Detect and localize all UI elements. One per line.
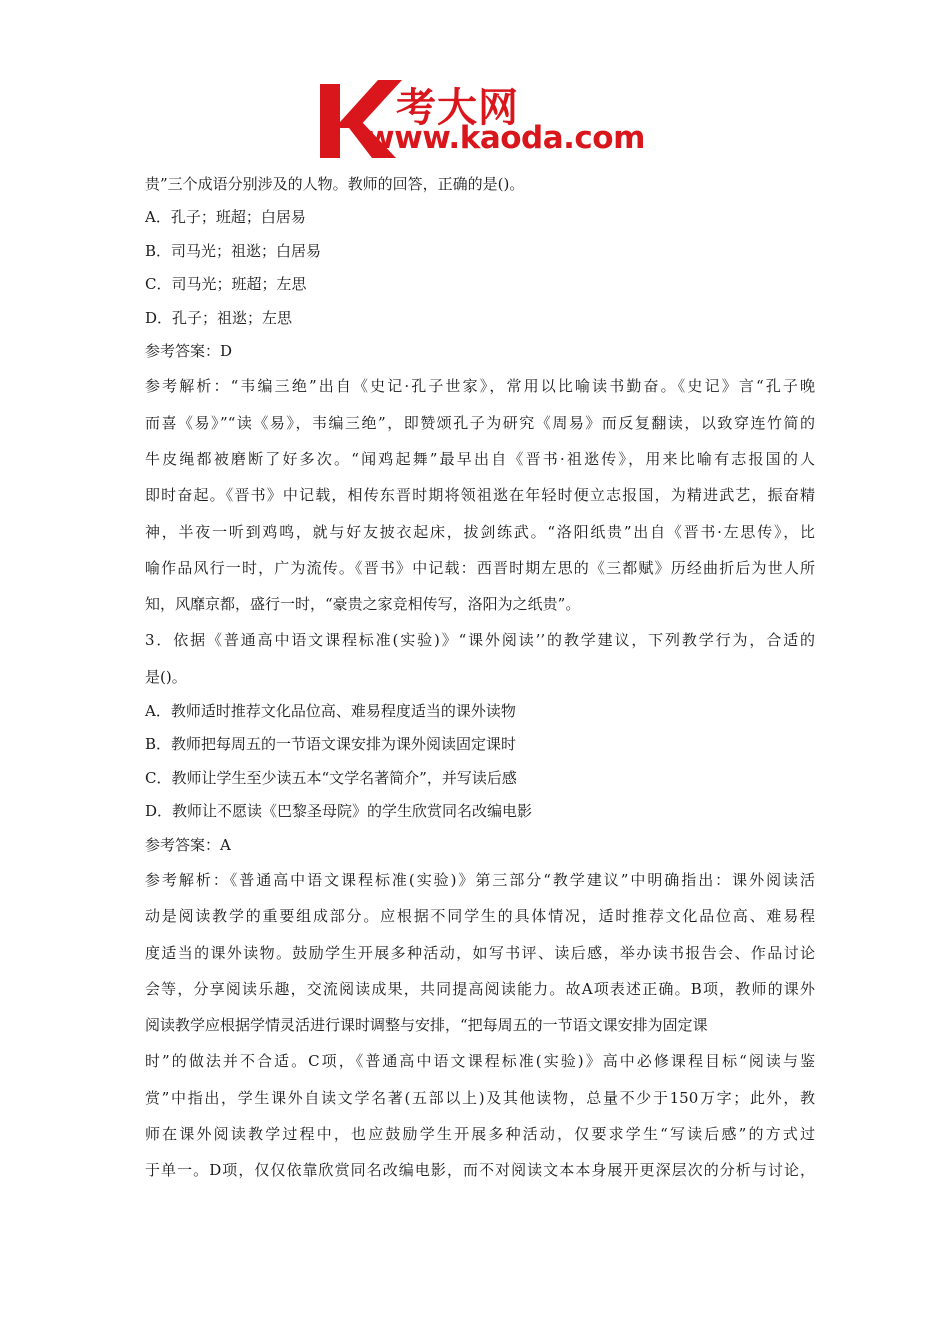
- q3-option-c: C．教师让学生至少读五本“文学名著简介”，并写读后感: [145, 768, 517, 787]
- q3-analysis-line: 参考解析：《普通高中语文课程标准(实验)》第三部分“教学建议”中明确指出：课外阅读活: [145, 870, 815, 889]
- q2-option-a: A．孔子；班超；白居易: [145, 208, 306, 227]
- q2-analysis-line: 牛皮绳都被磨断了好多次。“闻鸡起舞”最早出自《晋书·祖逖传》，用来比喻有志报国的人: [145, 449, 815, 468]
- q2-option-d: D．孔子；祖逖；左思: [145, 308, 293, 327]
- q2-analysis-line: 喻作品风行一时，广为流传。《晋书》中记载：西晋时期左思的《三都赋》历经曲折后为世人所: [145, 558, 815, 577]
- logo-url-text: www.kaoda.com: [366, 120, 645, 156]
- q3-option-d: D．教师让不愿读《巴黎圣母院》的学生欣赏同名改编电影: [145, 802, 533, 821]
- q3-analysis-line: 师在课外阅读教学过程中，也应鼓励学生开展多种活动，仅要求学生“写读后感”的方式过: [145, 1125, 815, 1144]
- q3-stem-line: 是()。: [145, 667, 187, 686]
- q2-analysis-line: 即时奋起。《晋书》中记载，相传东晋时期将领祖逖在年轻时便立志报国，为精进武艺，振奋精: [145, 486, 815, 505]
- q2-analysis-line: 参考解析：“韦编三绝”出自《史记·孔子世家》，常用以比喻读书勤奋。《史记》言“孔子晚: [145, 377, 815, 396]
- q3-analysis-line: 于单一。D项，仅仅依靠欣赏同名改编电影，而不对阅读文本本身展开更深层次的分析与讨论，: [145, 1161, 815, 1180]
- q3-analysis-line: 赏”中指出，学生课外自读文学名著(五部以上)及其他读物，总量不少于150万字；此外，教: [145, 1088, 815, 1107]
- q2-analysis-line: 神，半夜一听到鸡鸣，就与好友披衣起床，拔剑练武。“洛阳纸贵”出自《晋书·左思传》，比: [145, 522, 815, 541]
- q2-analysis: [145, 368, 815, 622]
- q3-analysis-line: 会等，分享阅读乐趣，交流阅读成果，共同提高阅读能力。故A项表述正确。B项，教师的课外: [145, 979, 815, 998]
- q3-analysis-line: 动是阅读教学的重要组成部分。应根据不同学生的具体情况，适时推荐文化品位高、难易程: [145, 907, 815, 926]
- q3-stem-line: 3．依据《普通高中语文课程标准(实验)》“课外阅读’’的教学建议，下列教学行为，合适的: [145, 631, 815, 650]
- q2-option-b: B．司马光；祖逖；白居易: [145, 241, 322, 260]
- q2-option-c: C．司马光；班超；左思: [145, 275, 307, 294]
- q3-analysis-line: 度适当的课外读物。鼓励学生开展多种活动，如写书评、读后感，举办读书报告会、作品讨论: [145, 943, 815, 962]
- document-body: [145, 168, 815, 1189]
- q3-answer: 参考答案：A: [145, 835, 231, 854]
- q3-option-b: B．教师把每周五的一节语文课安排为课外阅读固定课时: [145, 735, 517, 754]
- q3-analysis: [145, 862, 815, 1189]
- q3-option-a: A．教师适时推荐文化品位高、难易程度适当的课外读物: [145, 702, 516, 721]
- question-3-stem: [145, 622, 815, 695]
- question-2-stem-tail: 贵”三个成语分别涉及的人物。教师的回答，正确的是()。: [145, 175, 525, 193]
- q2-analysis-line: 而喜《易》”“读《易》，韦编三绝”，即赞颂孔子为研究《周易》而反复翻读，以致穿连竹简的: [145, 413, 815, 432]
- q2-answer: 参考答案：D: [145, 341, 233, 360]
- logo-brand-text: 考大网: [396, 85, 519, 131]
- q2-analysis-line: 知，风靡京都，盛行一时，“豪贵之家竞相传写，洛阳为之纸贵”。: [145, 595, 581, 614]
- q3-analysis-line: 阅读教学应根据学情灵活进行课时调整与安排，“把每周五的一节语文课安排为固定课: [145, 1016, 708, 1035]
- q3-analysis-line: 时”的做法并不合适。C项，《普通高中语文课程标准(实验)》高中必修课程目标“阅读与鉴: [145, 1052, 815, 1071]
- kaoda-logo: [318, 78, 645, 160]
